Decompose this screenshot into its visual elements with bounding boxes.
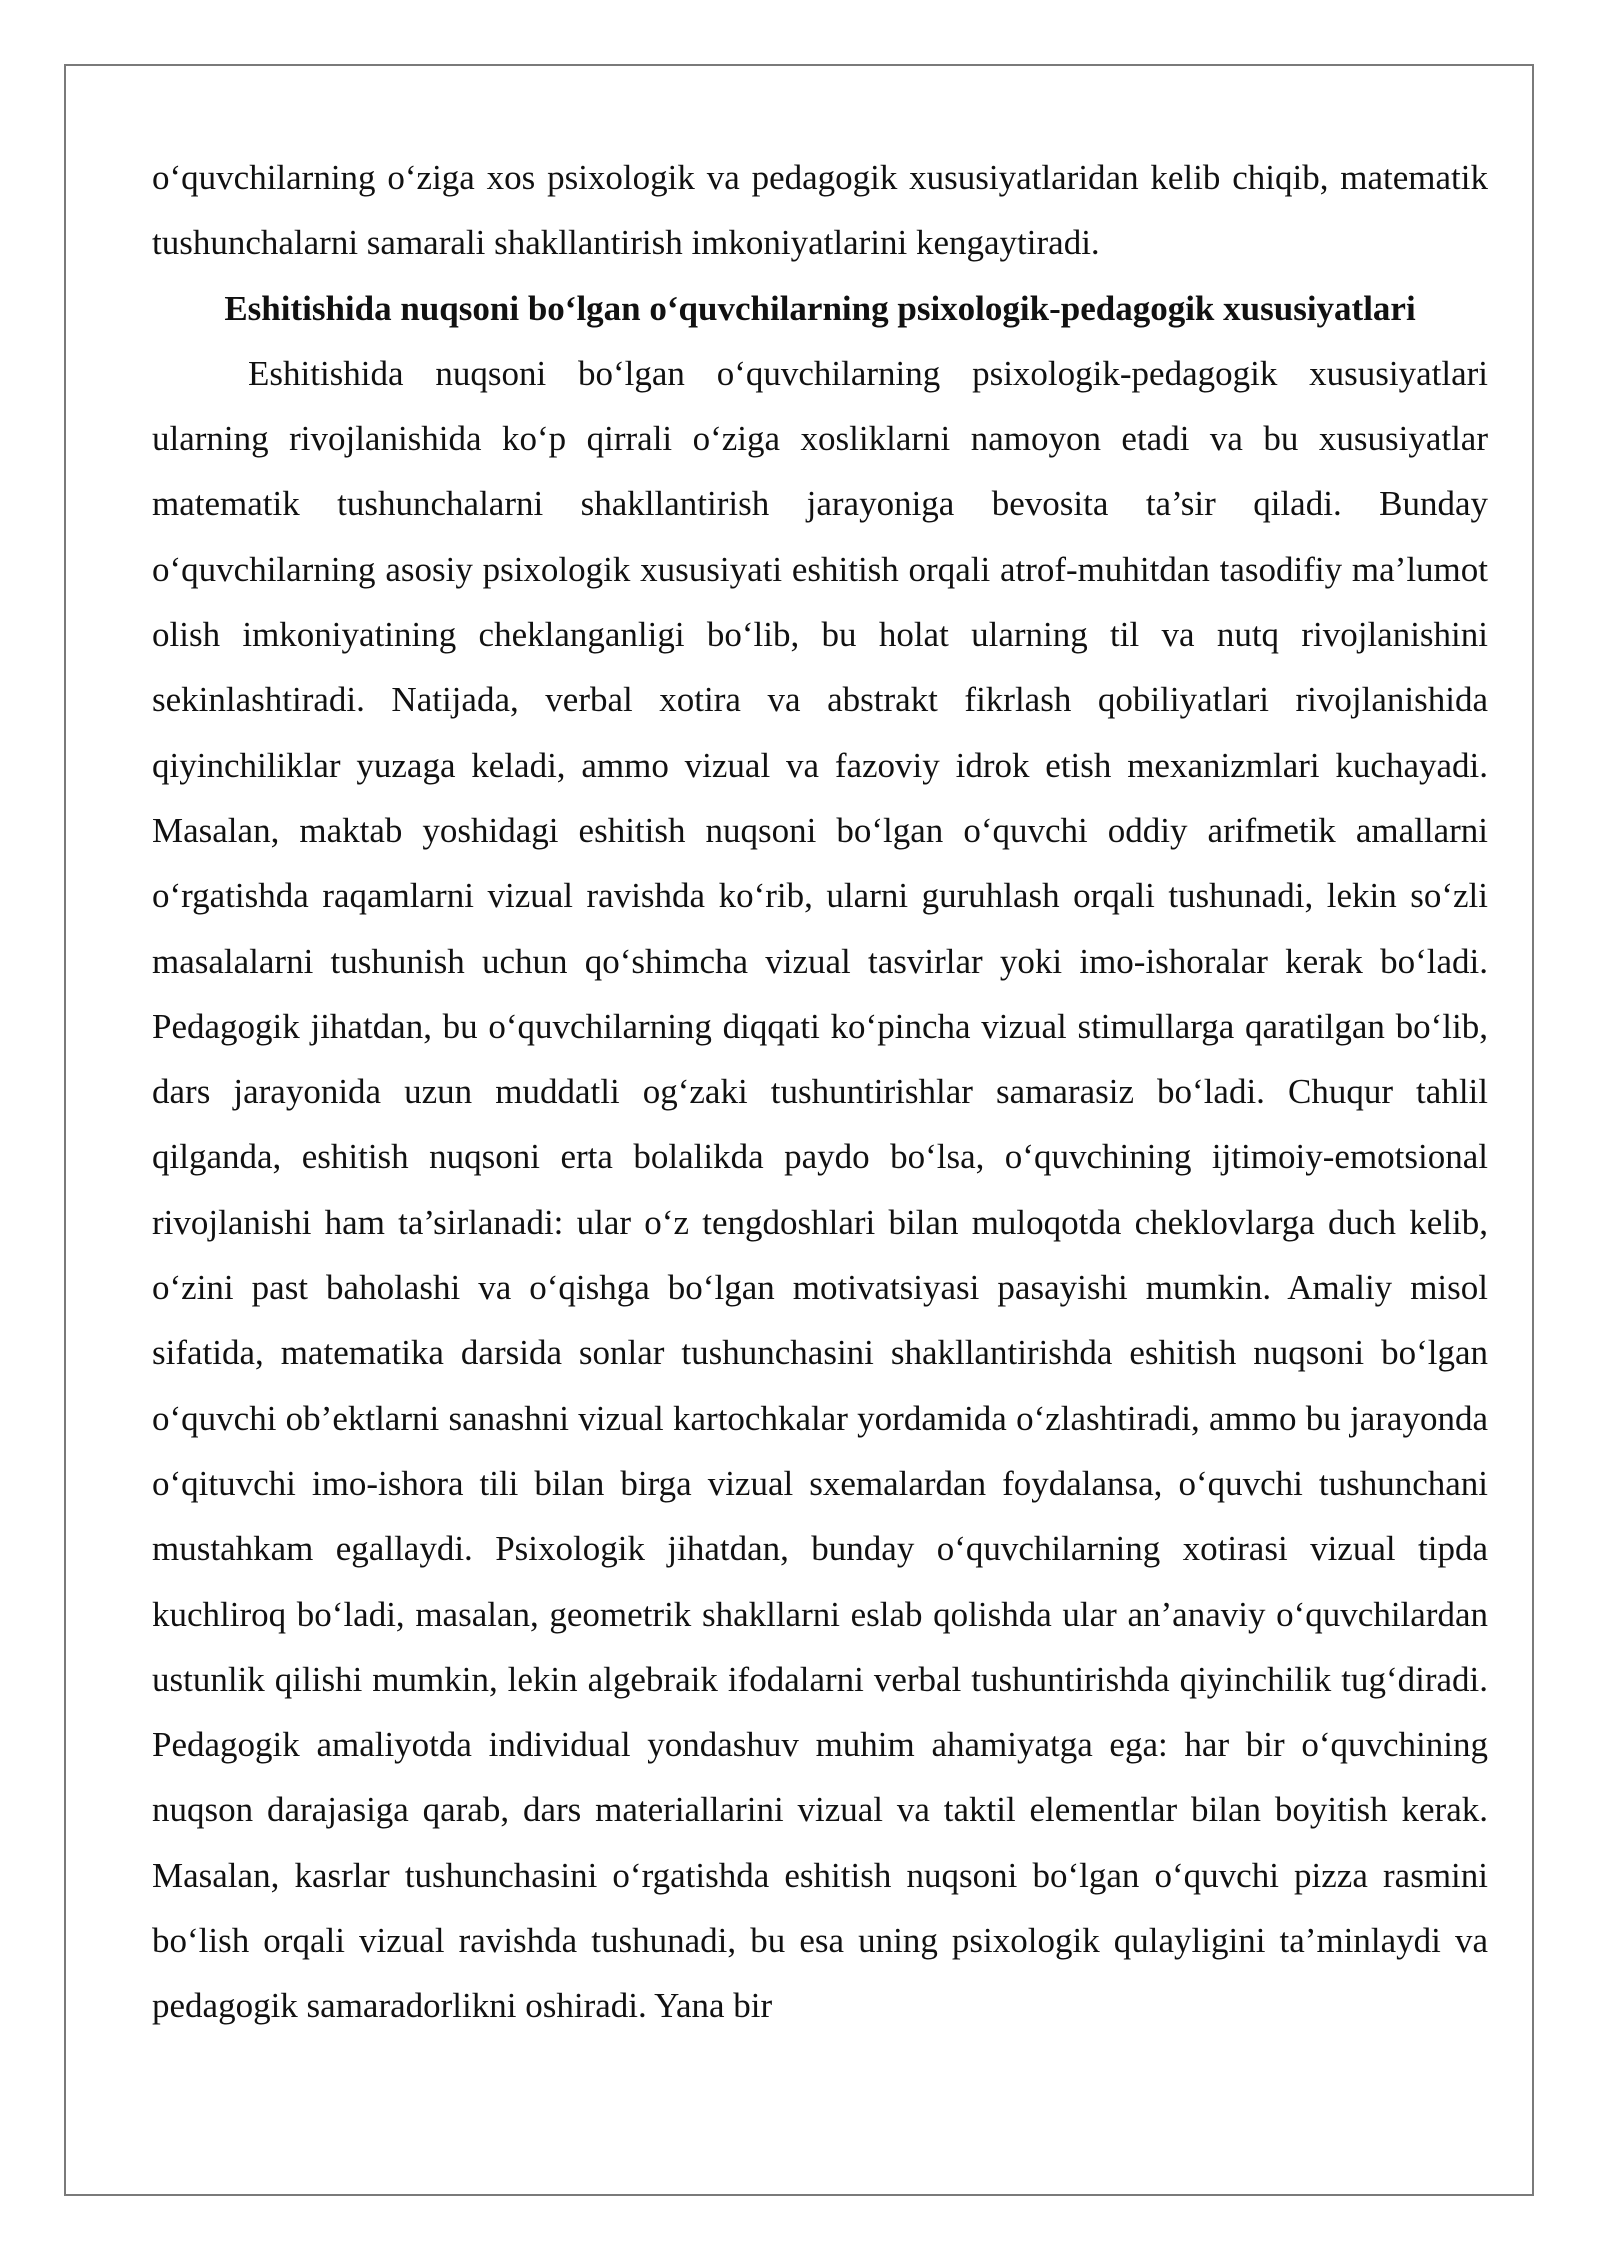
document-body <box>152 145 1488 2039</box>
intro-paragraph: o‘quvchilarning o‘ziga xos psixologik va pedagogik xususiyatlaridan kelib chiqib, matematik tushunchalarni samarali shakllantirish imkoniyatlarini kengaytiradi. <box>152 158 1488 263</box>
section-heading: Eshitishida nuqsoni bo‘lgan o‘quvchilarning psixologik-pedagogik xususiyatlari <box>224 288 1416 328</box>
body-paragraph: Eshitishida nuqsoni bo‘lgan o‘quvchilarning psixologik-pedagogik xususiyatlari ularning rivojlanishida ko‘p qirrali o‘ziga xosliklarni namoyon etadi va bu xususiyatlar matematik tushunchalarni shakllantirish jarayoniga bevosita ta’sir qiladi. Bunday o‘quvchilarning asosiy psixologik xususiyati eshitish orqali atrof-muhitdan tasodifiy ma’lumot olish imkoniyatining cheklanganligi bo‘lib, bu holat ularning til va nutq rivojlanishini sekinlashtiradi. Natijada, verbal xotira va abstrakt fikrlash qobiliyatlari rivojlanishida qiyinchiliklar yuzaga keladi, ammo vizual va fazoviy idrok etish mexanizmlari kuchayadi. Masalan, maktab yoshidagi eshitish nuqsoni bo‘lgan o‘quvchi oddiy arifmetik amallarni o‘rgatishda raqamlarni vizual ravishda ko‘rib, ularni guruhlash orqali tushunadi, lekin so‘zli masalalarni tushunish uchun qo‘shimcha vizual tasvirlar yoki imo-ishoralar kerak bo‘ladi. Pedagogik jihatdan, bu o‘quvchilarning diqqati ko‘pincha vizual stimullarga qaratilgan bo‘lib, dars jarayonida uzun muddatli og‘zaki tushuntirishlar samarasiz bo‘ladi. Chuqur tahlil qilganda, eshitish nuqsoni erta bolalikda paydo bo‘lsa, o‘quvchining ijtimoiy-emotsional rivojlanishi ham ta’sirlanadi: ular o‘z tengdoshlari bilan muloqotda cheklovlarga duch kelib, o‘zini past baholashi va o‘qishga bo‘lgan motivatsiyasi pasayishi mumkin. Amaliy misol sifatida, matematika darsida sonlar tushunchasini shakllantirishda eshitish nuqsoni bo‘lgan o‘quvchi ob’ektlarni sanashni vizual kartochkalar yordamida o‘zlashtiradi, ammo bu jarayonda o‘qituvchi imo-ishora tili bilan birga vizual sxemalardan foydalansa, o‘quvchi tushunchani mustahkam egallaydi. Psixologik jihatdan, bunday o‘quvchilarning xotirasi vizual tipda kuchliroq bo‘ladi, masalan, geometrik shakllarni eslab qolishda ular an’anaviy o‘quvchilardan ustunlik qilishi mumkin, lekin algebraik ifodalarni verbal tushuntirishda qiyinchilik tug‘diradi. Pedagogik amaliyotda individual yondashuv muhim ahamiyatga ega: har bir o‘quvchining nuqson darajasiga qarab, dars materiallarini vizual va taktil elementlar bilan boyitish kerak. Masalan, kasrlar tushunchasini o‘rgatishda eshitish nuqsoni bo‘lgan o‘quvchi pizza rasmini bo‘lish orqali vizual ravishda tushunadi, bu esa uning psixologik qulayligini ta’minlaydi va pedagogik samaradorlikni oshiradi. Yana bir <box>152 353 1488 2026</box>
